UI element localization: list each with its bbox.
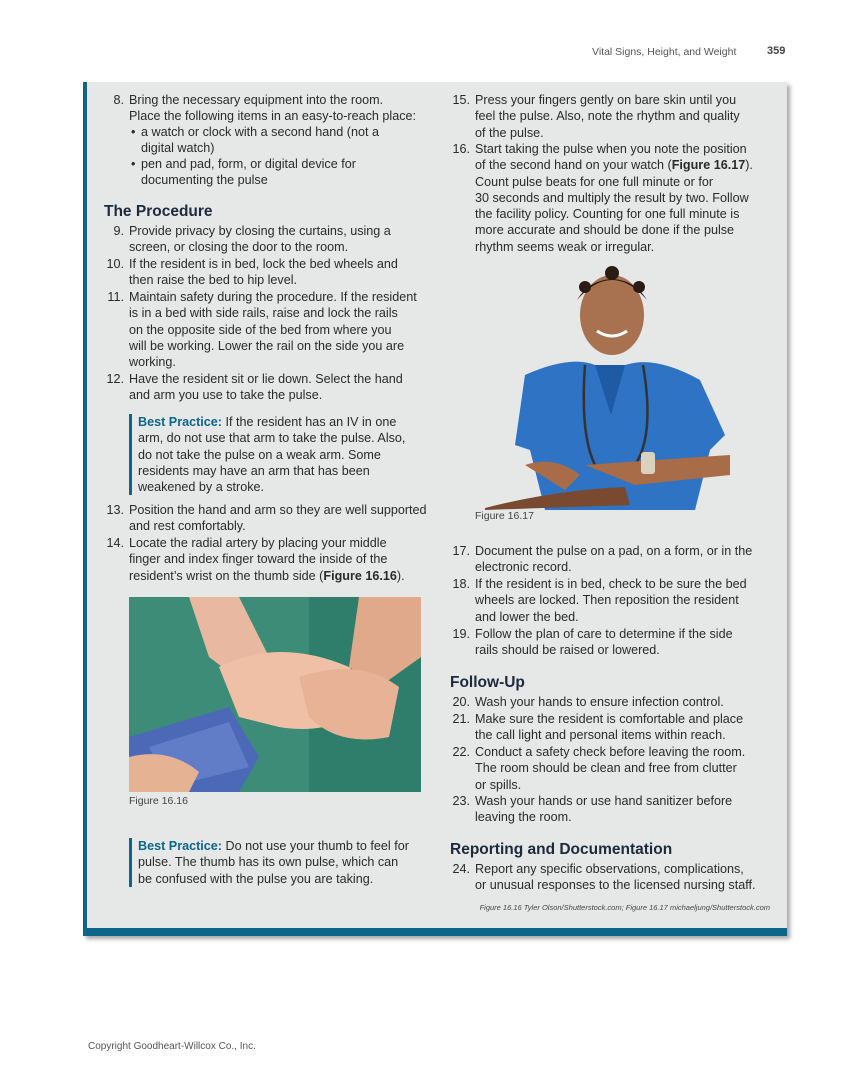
text-line: Wash your hands or use hand sanitizer before	[475, 794, 733, 808]
text-line: weakened by a stroke.	[138, 480, 265, 495]
text-line: Press your fingers gently on bare skin until you	[475, 93, 737, 107]
page-number: 359	[767, 45, 786, 57]
text-line: Follow the plan of care to determine if the side	[475, 627, 733, 641]
text-line: the call light and personal items within reach.	[475, 728, 726, 743]
step-20: 20. Wash your hands to ensure infection control.	[452, 695, 724, 709]
text-line: feel the pulse. Also, note the rhythm and quality	[475, 109, 740, 124]
text-line: arm, do not use that arm to take the pulse. Also,	[138, 431, 406, 446]
figure-16-17-caption: Figure 16.17	[475, 510, 534, 522]
text-line: be confused with the pulse you are taking.	[138, 871, 374, 886]
text-line: Start taking the pulse when you note the position	[475, 142, 747, 156]
text-line: and arm you use to take the pulse.	[129, 388, 323, 403]
text-line: screen, or closing the door to the room.	[129, 240, 349, 255]
text-line: digital watch)	[141, 141, 215, 156]
step-18: 18. If the resident is in bed, check to be sure the bed wheels are locked. Then reposition the resident and lower the bed.	[452, 577, 747, 624]
text-line: Maintain safety during the procedure. If the resident	[129, 290, 417, 304]
text-line: resident’s wrist on the thumb side (Figure 16.16).	[129, 568, 405, 583]
text-line: Count pulse beats for one full minute or for	[475, 174, 714, 189]
text-line: or unusual responses to the licensed nursing staff.	[475, 878, 756, 893]
figure-reference: Figure 16.17	[671, 158, 746, 173]
text-line: the facility policy. Counting for one full minute is	[475, 207, 740, 222]
step-17: 17. Document the pulse on a pad, on a form, or in the electronic record.	[452, 544, 753, 575]
bullet-pen: • pen and pad, form, or digital device for documenting the pulse	[131, 157, 356, 188]
text-line: Bring the necessary equipment into the room.	[129, 93, 384, 107]
best-practice-label: Best Practice:	[138, 415, 222, 429]
text-line: electronic record.	[475, 560, 572, 575]
text-line: and lower the bed.	[475, 609, 579, 624]
text-line: If the resident is in bed, lock the bed wheels and	[129, 257, 398, 271]
text-line: Place the following items in an easy-to-reach place:	[129, 109, 417, 124]
text-line: of the pulse.	[475, 125, 544, 140]
text-line: Conduct a safety check before leaving the room.	[475, 745, 746, 759]
text-line: documenting the pulse	[141, 173, 268, 188]
step-12: 12. Have the resident sit or lie down. Select the hand and arm you use to take the pulse.	[106, 372, 403, 403]
text-line: finger and index finger toward the inside of the	[129, 552, 388, 567]
figure-16-16-photo	[129, 597, 421, 792]
figure-16-17-photo	[485, 265, 740, 510]
heading-reporting: Reporting and Documentation	[450, 841, 673, 858]
text-line: is in a bed with side rails, raise and lock the rails	[129, 306, 398, 321]
text-line: Report any specific observations, complications,	[475, 862, 744, 876]
text-line: rails should be raised or lowered.	[475, 643, 660, 658]
step-14: 14. Locate the radial artery by placing your middle finger and index finger toward the inside of the resident’s wrist on the thumb side (Figure 16.16).	[106, 536, 405, 583]
text-line: The room should be clean and free from clutter	[475, 761, 737, 776]
text-line: pulse. The thumb has its own pulse, which can	[138, 855, 399, 870]
text-line: Locate the radial artery by placing your middle	[129, 536, 387, 550]
text-line: more accurate and should be done if the pulse	[475, 223, 735, 238]
text-line: If the resident is in bed, check to be sure the bed	[475, 577, 747, 591]
text-line: working.	[129, 355, 176, 370]
bullet-watch: • a watch or clock with a second hand (not a digital watch)	[131, 125, 380, 156]
text-line: a watch or clock with a second hand (not a	[141, 125, 380, 139]
text-line: Make sure the resident is comfortable and place	[475, 712, 744, 726]
copyright: Copyright Goodheart-Willcox Co., Inc.	[88, 1041, 256, 1052]
step-21: 21. Make sure the resident is comfortable and place the call light and personal items within reach.	[452, 712, 744, 743]
best-practice-label: Best Practice:	[138, 839, 222, 853]
step-15: 15. Press your fingers gently on bare skin until you feel the pulse. Also, note the rhythm and quality of the pulse.	[452, 93, 740, 140]
step-22: 22. Conduct a safety check before leaving the room. The room should be clean and free from clutter or spills.	[452, 745, 746, 792]
text-line: Best Practice: Do not use your thumb to feel for	[138, 839, 409, 853]
text-line: then raise the bed to hip level.	[129, 273, 298, 288]
text-line: or spills.	[475, 777, 522, 792]
text-line: wheels are locked. Then reposition the resident	[475, 593, 739, 608]
text-line: 30 seconds and multiply the result by two. Follow	[475, 190, 749, 205]
figure-16-16-caption: Figure 16.16	[129, 795, 188, 807]
heading-follow-up: Follow-Up	[450, 674, 525, 691]
step-16: 16. Start taking the pulse when you note the position of the second hand on your watch (Figure 16.17). Count pulse beats for one full minute or for 30 seconds and multiply the result by two. Follow the facility policy. Counting for one full minute is more accurate and should be done if the pulse rhythm seems weak or irregular.	[452, 142, 753, 254]
best-practice-thumb	[129, 838, 409, 887]
text-line: Have the resident sit or lie down. Select the hand	[129, 372, 403, 386]
step-19: 19. Follow the plan of care to determine if the side rails should be raised or lowered.	[452, 627, 733, 658]
text-line: Wash your hands to ensure infection control.	[475, 695, 724, 709]
text-line: rhythm seems weak or irregular.	[475, 239, 655, 254]
step-13: 13. Position the hand and arm so they are well supported and rest comfortably.	[106, 503, 427, 534]
text-line: leaving the room.	[475, 810, 572, 825]
step-10: 10. If the resident is in bed, lock the bed wheels and then raise the bed to hip level.	[106, 257, 398, 288]
step-23: 23. Wash your hands or use hand sanitizer before leaving the room.	[452, 794, 733, 825]
step-9: 9. Provide privacy by closing the curtains, using a screen, or closing the door to the room.	[113, 224, 391, 255]
text-line: Position the hand and arm so they are well supported	[129, 503, 427, 517]
running-title: Vital Signs, Height, and Weight	[592, 46, 737, 58]
text-line: pen and pad, form, or digital device for	[141, 157, 356, 171]
text-line: will be working. Lower the rail on the side you are	[129, 338, 405, 353]
figure-reference: Figure 16.16	[323, 568, 397, 583]
photo-credit: Figure 16.16 Tyler Olson/Shutterstock.com; Figure 16.17 michaeljung/Shutterstock.com	[479, 903, 770, 912]
text-line: on the opposite side of the bed from where you	[129, 322, 392, 337]
step-11: 11. Maintain safety during the procedure. If the resident is in a bed with side rails, raise and lock the rails on the opposite side of the bed from where you will be working. Lower the rail on the side you are working.	[107, 290, 417, 370]
step-24: 24. Report any specific observations, complications, or unusual responses to the licensed nursing staff.	[452, 862, 756, 893]
text-line: Document the pulse on a pad, on a form, or in the	[475, 544, 753, 558]
text-line: and rest comfortably.	[129, 519, 246, 534]
text-line: do not take the pulse on a weak arm. Some	[138, 447, 381, 462]
text-line: of the second hand on your watch (Figure 16.17).	[475, 158, 753, 173]
text-line: residents may have an arm that has been	[138, 463, 370, 478]
text-line: Provide privacy by closing the curtains, using a	[129, 224, 391, 238]
heading-procedure: The Procedure	[104, 203, 213, 220]
step-8: 8. Bring the necessary equipment into the room. Place the following items in an easy-to-reach place:	[113, 93, 417, 124]
best-practice-iv	[129, 414, 405, 495]
text-line: Best Practice: If the resident has an IV in one	[138, 415, 397, 429]
